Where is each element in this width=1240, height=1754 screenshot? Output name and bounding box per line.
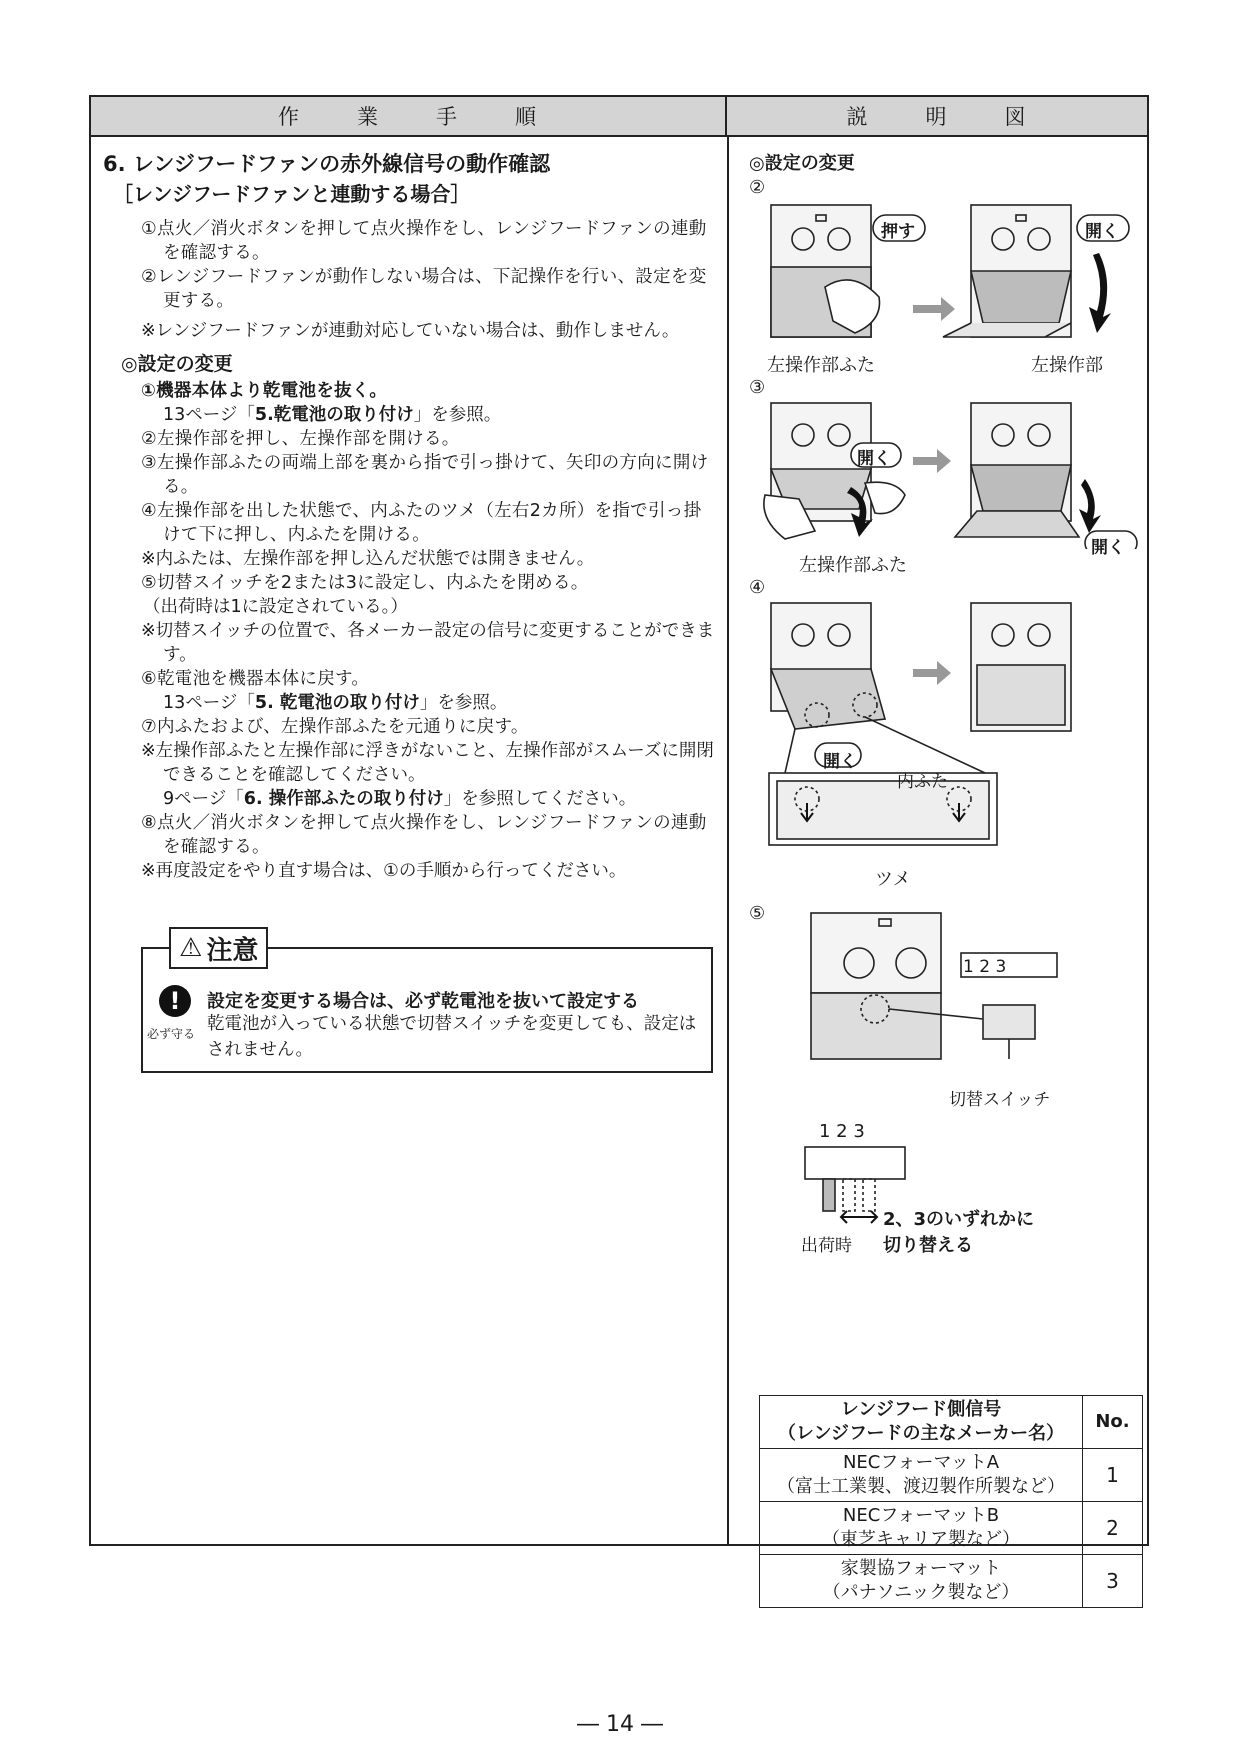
caution-box [141, 933, 713, 1073]
setting-note-5: ※切替スイッチの位置で、各メーカー設定の信号に変更することができます。 [141, 621, 715, 665]
table-row: NECフォーマットA （富士工業製、渡辺製作所製など） 1 [760, 1449, 1143, 1502]
setting-step-1-ref: 13ページ「5.乾電池の取り付け」を参照。 [163, 405, 502, 425]
switch-label: 切替スイッチ [949, 1090, 1051, 1110]
push-button-label: 押す [881, 222, 915, 242]
figure-title: ◎設定の変更 [749, 153, 855, 174]
column-divider [727, 137, 729, 1546]
setting-step-3: ③左操作部ふたの両端上部を裏から指で引っ掛けて、矢印の方向に開ける。 [141, 453, 709, 497]
open-label-b: 開く [857, 449, 891, 469]
setting-note-8: ※再度設定をやり直す場合は、①の手順から行ってください。 [141, 861, 627, 881]
procedure-column [103, 149, 718, 1073]
note-unsupported: ※レンジフードファンが連動対応していない場合は、動作しません。 [141, 321, 680, 341]
setting-step-1: ①機器本体より乾電池を抜く。 [141, 381, 388, 401]
figure-step-2: ② [749, 177, 766, 198]
setting-step-8: ⑧点火／消火ボタンを押して点火操作をし、レンジフードファンの連動を確認する。 [141, 813, 707, 857]
claw-label: ツメ [875, 869, 911, 890]
open-label-c: 開く [1091, 538, 1125, 558]
switch-instruction-line-2: 切り替える [883, 1235, 973, 1256]
caution-heading: 設定を変更する場合は、必ず乾電池を抜いて設定する [207, 991, 639, 1012]
left-lid-label-b: 左操作部ふた [799, 555, 907, 576]
setting-step-6-ref: 13ページ「5. 乾電池の取り付け」を参照。 [163, 693, 508, 713]
setting-note-4: ※内ふたは、左操作部を押し込んだ状態では開きません。 [141, 549, 595, 569]
page-frame [89, 95, 1149, 1603]
setting-note-7-ref: 9ページ「6. 操作部ふたの取り付け」を参照してください。 [163, 789, 637, 809]
header-procedure: 作 業 手 順 [91, 97, 727, 137]
setting-step-4: ④左操作部を出した状態で、内ふたのツメ（左右2カ所）を指で引っ掛けて下に押し、内ふたを開ける。 [141, 501, 702, 545]
illustration-column [741, 137, 1147, 1603]
section-title: 6. レンジフードファンの赤外線信号の動作確認 [103, 152, 551, 176]
step-2: ②レンジフードファンが動作しない場合は、下記操作を行い、設定を変更する。 [141, 267, 707, 311]
left-lid-label-a: 左操作部ふた [767, 355, 875, 376]
caution-body: 乾電池が入っている状態で切替スイッチを変更しても、設定はされません。 [207, 1014, 697, 1060]
setting-step-5: ⑤切替スイッチを2または3に設定し、内ふたを閉める。 [141, 573, 589, 593]
table-row: NECフォーマットB （東芝キャリア製など） 2 [760, 1502, 1143, 1555]
table-header-row: レンジフード側信号 （レンジフードの主なメーカー名） No. [760, 1396, 1143, 1449]
figure-step-5: ⑤ [749, 903, 766, 924]
caution-tag: ⚠ 注意 [169, 927, 268, 969]
inner-lid-label: 内ふた [897, 772, 948, 792]
setting-step-6: ⑥乾電池を機器本体に戻す。 [141, 669, 370, 689]
page-number: ― 14 ― [577, 1712, 663, 1737]
step-1: ①点火／消火ボタンを押して点火操作をし、レンジフードファンの連動を確認する。 [141, 219, 707, 263]
mandatory-icon: ! [159, 985, 191, 1017]
switch-position-numbers: 1 2 3 [819, 1121, 865, 1142]
switch-number-label: 1 2 3 [963, 957, 1007, 977]
setting-step-7: ⑦内ふたおよび、左操作部ふたを元通りに戻す。 [141, 717, 529, 737]
open-label-a: 開く [1085, 222, 1119, 242]
mandatory-label: 必ず守る [147, 1027, 196, 1041]
figure-step-3-drawing [755, 399, 1145, 549]
switch-instruction-line-1: 2、3のいずれかに [883, 1209, 1035, 1230]
double-arrow-icon [839, 1209, 879, 1225]
left-panel-label: 左操作部 [1031, 355, 1103, 376]
setting-step-2: ②左操作部を押し、左操作部を開ける。 [141, 429, 460, 449]
setting-change-title: ◎設定の変更 [121, 353, 233, 375]
signal-table [759, 1395, 1143, 1608]
figure-step-4: ④ [749, 577, 766, 598]
figure-step-5-drawing [801, 909, 1101, 1079]
open-label-d: 開く [823, 752, 857, 772]
setting-step-5-ref: （出荷時は1に設定されている。） [143, 597, 408, 617]
figure-step-4-drawing [755, 599, 1145, 889]
table-row: 家製協フォーマット （パナソニック製など） 3 [760, 1555, 1143, 1608]
header-illustration: 説 明 図 [727, 97, 1147, 137]
setting-note-7: ※左操作部ふたと左操作部に浮きがないこと、左操作部がスムーズに開閉できることを確認してください。 [141, 741, 714, 785]
figure-step-3: ③ [749, 377, 766, 398]
warning-triangle-icon: ⚠ [179, 933, 203, 963]
section-subtitle: ［レンジフードファンと連動する場合］ [113, 182, 471, 206]
shipping-label: 出荷時 [801, 1236, 852, 1256]
